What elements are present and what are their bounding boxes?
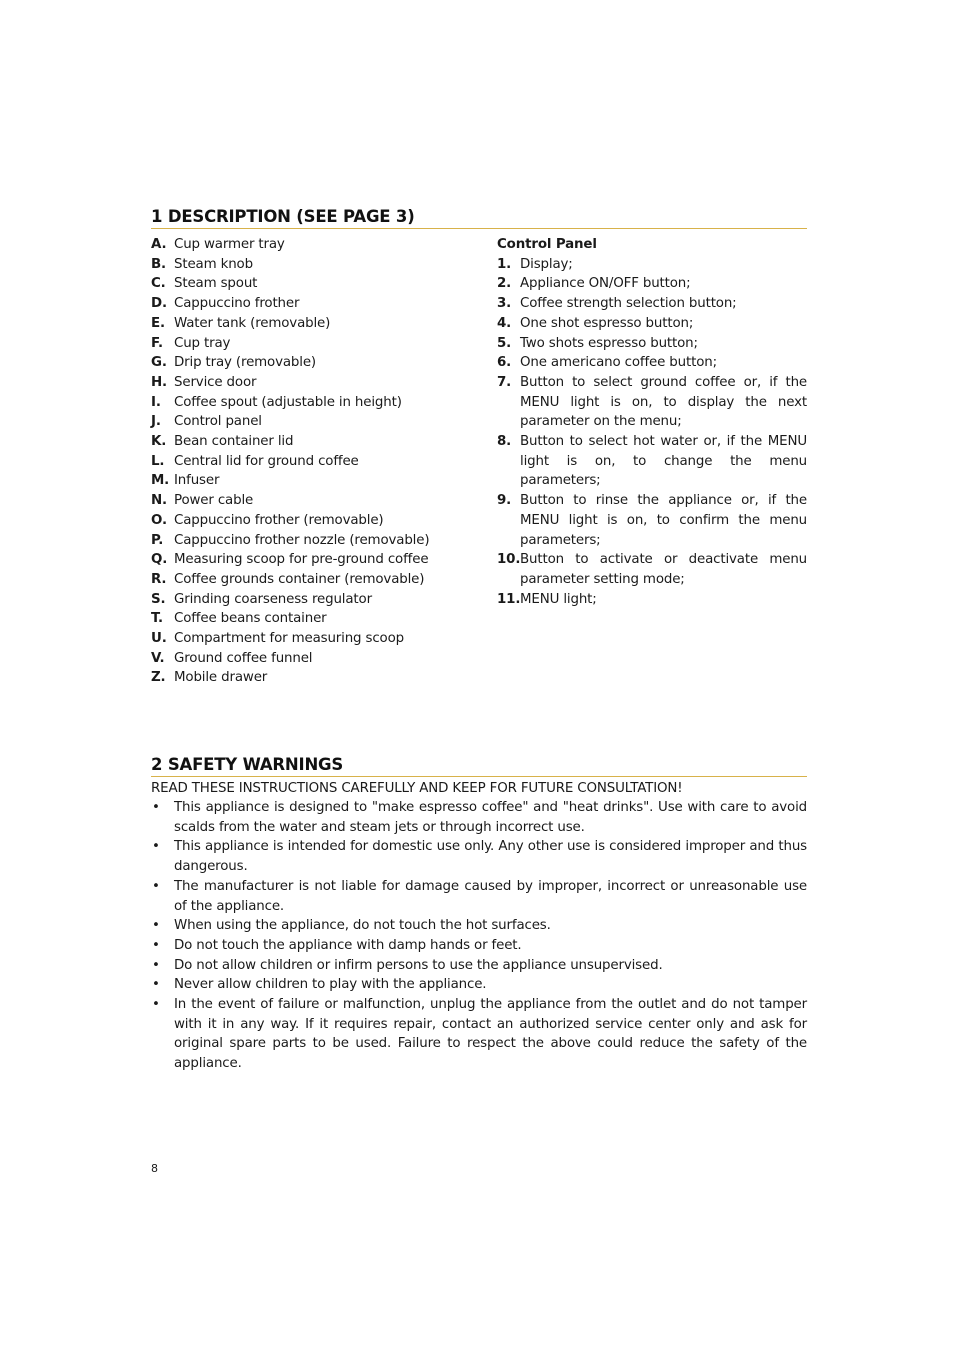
part-letter: C. — [151, 276, 166, 292]
part-letter: J. — [151, 414, 161, 430]
part-label: Cup warmer tray — [174, 237, 285, 252]
list-item — [497, 590, 807, 610]
control-number: 1. — [497, 256, 512, 272]
part-label: Coffee grounds container (removable) — [174, 571, 425, 587]
list-item — [151, 916, 807, 936]
part-letter: R. — [151, 571, 167, 587]
control-label: Button to activate or deactivate menu parameter setting mode; — [520, 552, 807, 587]
part-label: Cappuccino frother — [174, 296, 300, 312]
part-letter: Z. — [151, 670, 166, 686]
warning-text: In the event of failure or malfunction, unplug the appliance from the outlet and do not tamper with it in any way. If it requires repair, contact an authorized service center only and ask for original spare parts to be used. Failure to respect the above could reduce the safety of the appliance. — [174, 997, 807, 1072]
control-label: Display; — [520, 256, 573, 272]
control-number: 9. — [497, 493, 512, 509]
control-label: Coffee strength selection button; — [520, 296, 737, 312]
part-letter: F. — [151, 335, 163, 351]
warning-text: This appliance is designed to "make espresso coffee" and "heat drinks". Use with care to avoid scalds from the water and steam jets or through incorrect use. — [174, 800, 807, 835]
list-item — [497, 334, 807, 354]
bullet-marker: • — [152, 937, 160, 953]
part-label: Drip tray (removable) — [174, 355, 317, 371]
control-label: Appliance ON/OFF button; — [520, 276, 691, 292]
list-item — [151, 353, 451, 373]
part-label: Infuser — [174, 473, 220, 489]
list-item — [151, 550, 451, 570]
warning-text: The manufacturer is not liable for damage caused by improper, incorrect or unreasonable use of the appliance. — [174, 878, 807, 914]
list-item — [151, 798, 807, 837]
list-item — [151, 235, 451, 255]
list-item — [151, 531, 451, 551]
list-item — [151, 255, 451, 275]
part-letter: N. — [151, 493, 167, 509]
control-number: 10. — [497, 552, 521, 568]
list-item — [151, 393, 451, 413]
bullet-marker: • — [152, 839, 160, 855]
list-item — [151, 995, 807, 1074]
control-panel-title: Control Panel — [497, 237, 597, 252]
part-letter: L. — [151, 453, 165, 469]
list-item — [497, 432, 807, 491]
part-letter: T. — [151, 611, 163, 627]
list-item — [151, 432, 451, 452]
control-label: MENU light; — [520, 591, 597, 607]
part-letter: U. — [151, 631, 167, 647]
warning-text: Do not touch the appliance with damp hands or feet. — [174, 937, 522, 953]
list-item — [151, 412, 451, 432]
part-letter: H. — [151, 374, 167, 390]
bullet-marker: • — [152, 800, 160, 815]
control-number: 5. — [497, 335, 512, 351]
list-item — [151, 511, 451, 531]
control-label: Button to select ground coffee or, if the MENU light is on, to display the next parameter on the menu; — [520, 374, 807, 430]
list-item — [151, 975, 807, 995]
part-label: Mobile drawer — [174, 670, 268, 686]
list-item — [497, 373, 807, 432]
warnings-intro: READ THESE INSTRUCTIONS CAREFULLY AND KEEP FOR FUTURE CONSULTATION! — [151, 781, 683, 796]
list-item — [151, 668, 451, 688]
list-item — [151, 956, 807, 976]
part-letter: P. — [151, 532, 164, 548]
list-item — [151, 936, 807, 956]
part-letter: G. — [151, 355, 167, 371]
warning-text: This appliance is intended for domestic use only. Any other use is considered improper and thus dangerous. — [174, 839, 807, 875]
control-number: 2. — [497, 276, 512, 292]
warnings-list — [151, 798, 807, 1074]
part-letter: E. — [151, 315, 165, 331]
section-2-heading: 2 SAFETY WARNINGS — [151, 755, 807, 777]
list-item — [151, 452, 451, 472]
part-letter: M. — [151, 473, 170, 489]
part-label: Steam knob — [174, 256, 253, 272]
list-item — [151, 837, 807, 876]
part-label: Service door — [174, 374, 257, 390]
part-label: Grinding coarseness regulator — [174, 591, 372, 607]
list-item — [151, 314, 451, 334]
list-item — [151, 294, 451, 314]
list-item — [151, 590, 451, 610]
list-item — [151, 373, 451, 393]
parts-list — [151, 235, 451, 688]
list-item — [151, 877, 807, 916]
part-label: Control panel — [174, 414, 262, 430]
section-1-heading: 1 DESCRIPTION (SEE PAGE 3) — [151, 207, 807, 229]
control-number: 4. — [497, 315, 512, 331]
bullet-marker: • — [152, 977, 160, 993]
list-item — [497, 274, 807, 294]
list-item — [151, 609, 451, 629]
bullet-marker: • — [152, 957, 160, 973]
part-letter: D. — [151, 296, 167, 312]
list-item — [151, 570, 451, 590]
list-item — [151, 274, 451, 294]
list-item — [151, 649, 451, 669]
warning-text: Never allow children to play with the appliance. — [174, 977, 487, 993]
part-letter: S. — [151, 591, 166, 607]
list-item — [151, 629, 451, 649]
part-letter: O. — [151, 512, 167, 528]
bullet-marker: • — [152, 878, 160, 894]
bullet-marker: • — [152, 997, 160, 1013]
control-label: Two shots espresso button; — [520, 335, 698, 351]
warning-text: Do not allow children or infirm persons to use the appliance unsupervised. — [174, 957, 663, 973]
part-label: Bean container lid — [174, 434, 294, 450]
control-panel-list — [497, 255, 807, 610]
control-number: 11. — [497, 591, 521, 607]
control-number: 6. — [497, 355, 512, 371]
part-label: Cappuccino frother nozzle (removable) — [174, 532, 430, 548]
list-item — [151, 334, 451, 354]
control-label: Button to select hot water or, if the MENU light is on, to change the menu parameters; — [520, 434, 807, 489]
list-item — [151, 471, 451, 491]
part-label: Cup tray — [174, 335, 231, 351]
part-label: Ground coffee funnel — [174, 650, 313, 666]
control-panel-block — [497, 235, 807, 609]
warning-text: When using the appliance, do not touch the hot surfaces. — [174, 918, 551, 934]
part-letter: Q. — [151, 552, 168, 568]
part-label: Central lid for ground coffee — [174, 453, 359, 469]
part-label: Compartment for measuring scoop — [174, 631, 404, 647]
list-item — [497, 255, 807, 275]
part-letter: I. — [151, 394, 161, 410]
list-item — [151, 491, 451, 511]
part-letter: B. — [151, 256, 166, 272]
control-number: 7. — [497, 374, 512, 390]
part-letter: K. — [151, 434, 167, 450]
page-number: 8 — [151, 1162, 158, 1175]
control-number: 8. — [497, 434, 512, 450]
list-item — [497, 550, 807, 589]
control-number: 3. — [497, 296, 512, 312]
list-item — [497, 491, 807, 550]
control-label: One shot espresso button; — [520, 315, 694, 331]
part-letter: A. — [151, 237, 167, 252]
list-item — [497, 294, 807, 314]
list-item — [497, 353, 807, 373]
control-label: Button to rinse the appliance or, if the MENU light is on, to confirm the menu parameters; — [520, 493, 807, 548]
part-label: Coffee beans container — [174, 611, 327, 627]
part-label: Water tank (removable) — [174, 315, 331, 331]
part-label: Cappuccino frother (removable) — [174, 512, 384, 528]
part-label: Measuring scoop for pre-ground coffee — [174, 552, 429, 568]
list-item — [497, 314, 807, 334]
part-letter: V. — [151, 650, 165, 666]
control-label: One americano coffee button; — [520, 355, 717, 371]
part-label: Coffee spout (adjustable in height) — [174, 394, 402, 410]
bullet-marker: • — [152, 918, 160, 934]
part-label: Power cable — [174, 493, 254, 509]
part-label: Steam spout — [174, 276, 258, 292]
